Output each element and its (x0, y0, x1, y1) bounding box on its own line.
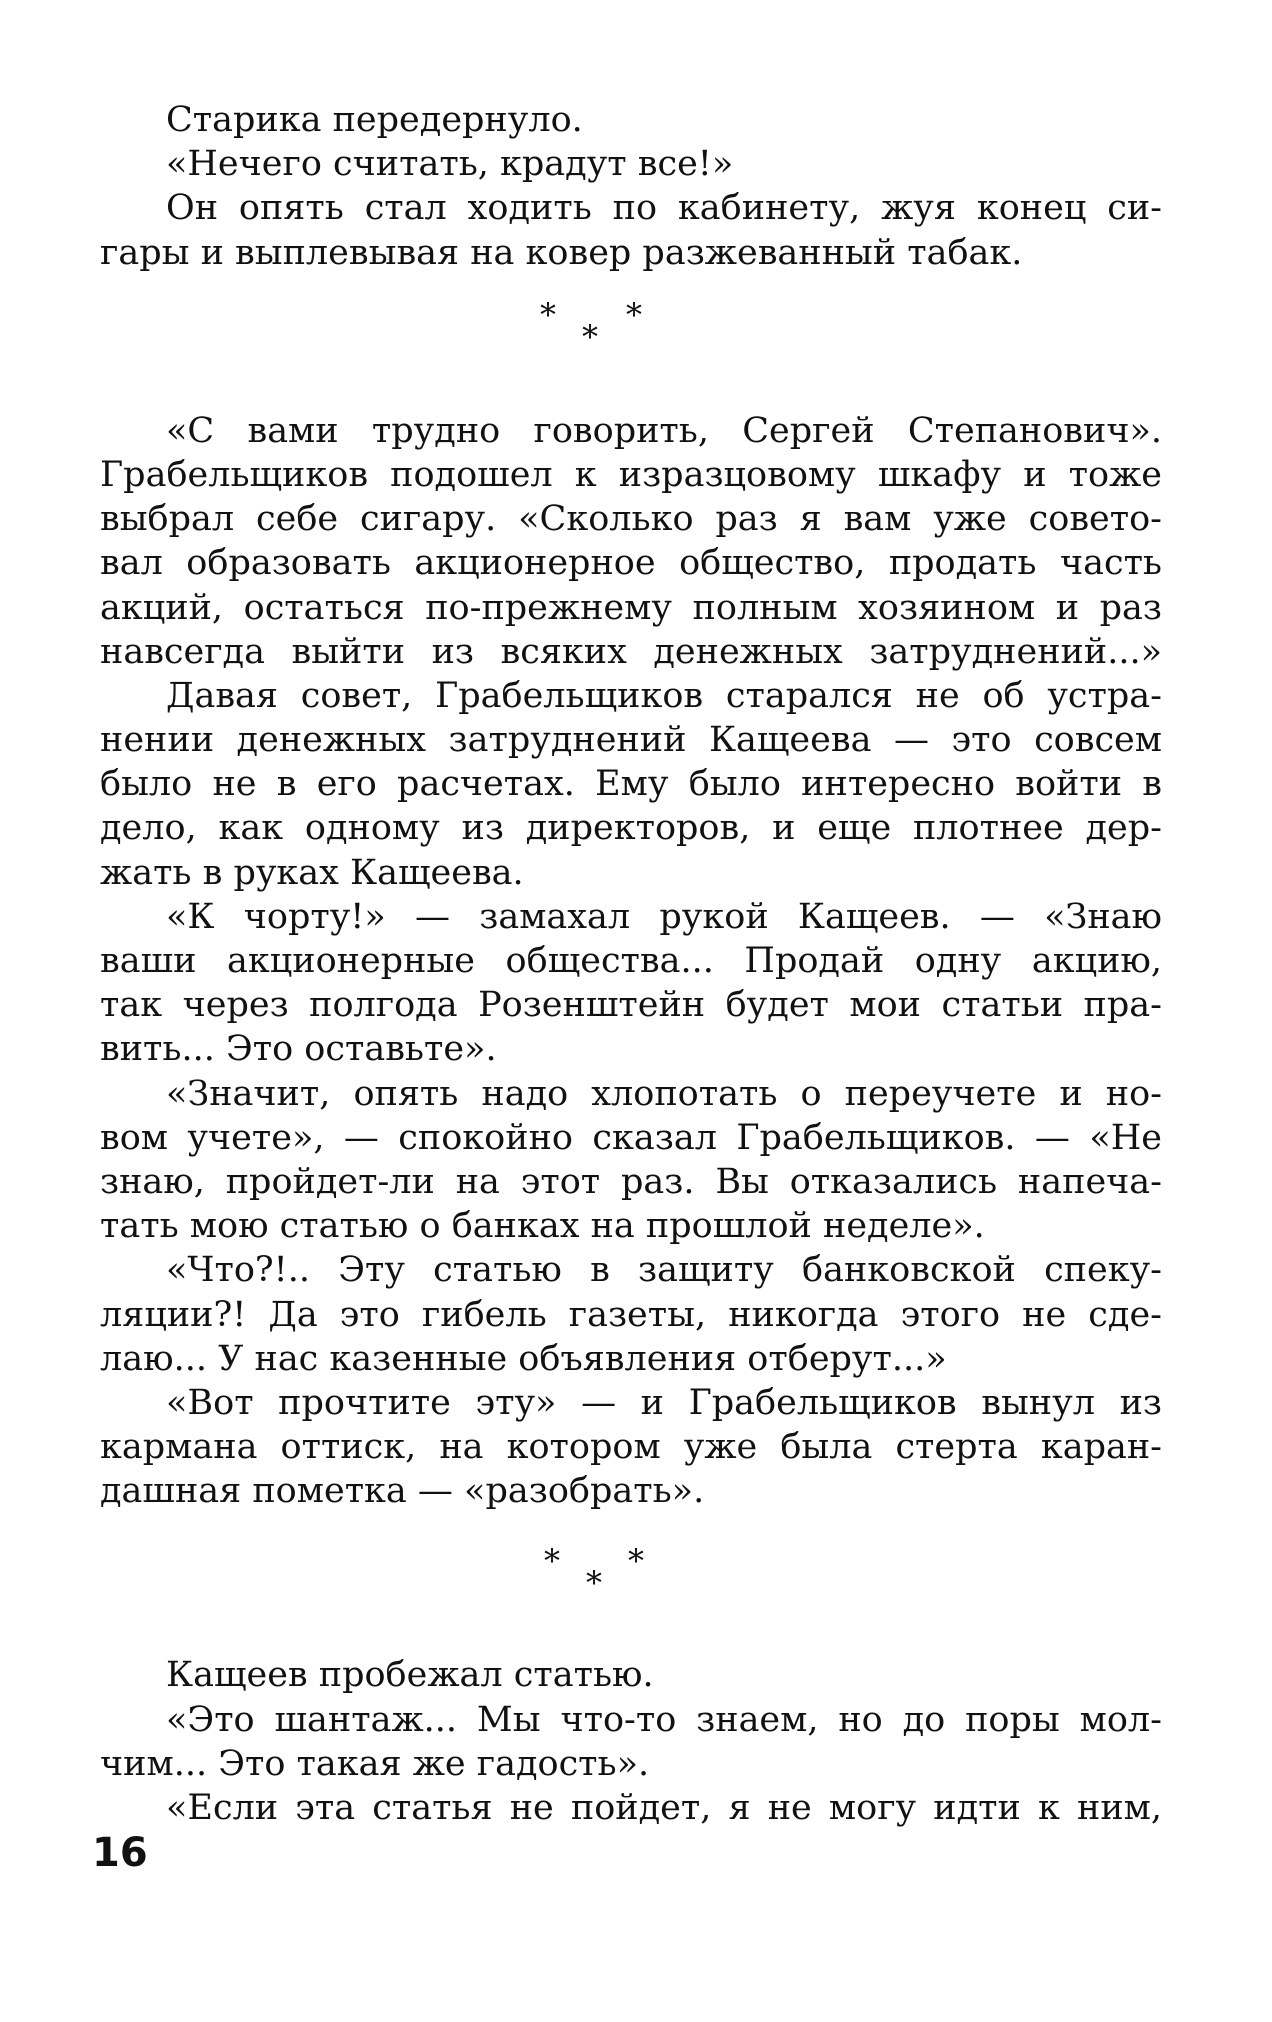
text-line: «Вот прочтите эту» — и Грабельщиков вынул из (166, 1382, 1162, 1423)
text-line: чим... Это такая же гадость». (100, 1743, 650, 1784)
separator-star: * (540, 295, 556, 334)
text-line: «Значит, опять надо хлопотать о переучете и но- (166, 1073, 1162, 1114)
text-line: навсегда выйти из всяких денежных затруднений...» (100, 631, 1162, 672)
text-line: знаю, пройдет-ли на этот раз. Вы отказались напеча- (100, 1161, 1162, 1202)
separator-star: * (626, 295, 642, 334)
text-line: выбрал себе сигару. «Сколько раз я вам уже совето- (100, 499, 1162, 540)
text-block-3 (100, 1653, 1162, 1830)
text-line: Старика передернуло. (166, 100, 583, 140)
text-line: акций, остаться по-прежнему полным хозяином и раз (100, 587, 1162, 628)
text-line: вал образовать акционерное общество, продать часть (100, 543, 1162, 584)
text-block-1 (100, 98, 1162, 275)
section-separator (100, 283, 1162, 409)
section-separator (100, 1525, 1162, 1653)
text-line: Кащеев пробежал статью. (166, 1655, 654, 1696)
text-line: «Нечего считать, крадут все!» (166, 144, 734, 185)
text-line: нении денежных затруднений Кащеева — это совсем (100, 720, 1162, 761)
text-block-2 (100, 409, 1162, 1514)
text-line: дело, как одному из директоров, и еще плотнее дер- (100, 808, 1162, 849)
text-line: вом учете», — спокойно сказал Грабельщиков. — «Не (100, 1117, 1162, 1158)
text-line: так через полгода Розенштейн будет мои статьи пра- (100, 985, 1162, 1026)
page-body (100, 98, 1162, 1830)
text-line: жать в руках Кащеева. (100, 852, 524, 893)
text-line: ляции?! Да это гибель газеты, никогда этого не сде- (100, 1294, 1162, 1335)
text-line: вить... Это оставьте». (100, 1029, 497, 1070)
text-line: Грабельщиков подошел к изразцовому шкафу и тоже (100, 454, 1162, 495)
text-line: дашная пометка — «разобрать». (100, 1471, 705, 1512)
text-line: ваши акционерные общества... Продай одну акцию, (100, 941, 1162, 981)
page-number: 16 (92, 1830, 148, 1876)
text-line: было не в его расчетах. Ему было интересно войти в (100, 764, 1162, 805)
text-line: тать мою статью о банках на прошлой неделе». (100, 1206, 985, 1247)
text-line: «С вами трудно говорить, Сергей Степанович». (166, 410, 1162, 451)
text-line: «Это шантаж... Мы что-то знаем, но до поры мол- (166, 1699, 1162, 1740)
separator-star: * (544, 1542, 560, 1581)
text-line: лаю... У нас казенные объявления отберут...» (100, 1338, 947, 1379)
text-line: «К чорту!» — замахал рукой Кащеев. — «Знаю (166, 896, 1162, 937)
separator-star: * (586, 1564, 602, 1603)
text-line: Давая совет, Грабельщиков старался не об устра- (166, 675, 1162, 716)
text-line: «Что?!.. Эту статью в защиту банковской спеку- (166, 1250, 1162, 1291)
text-line: гары и выплевывая на ковер разжеванный табак. (100, 232, 1023, 273)
text-line: «Если эта статья не пойдет, я не могу идти к ним, (166, 1788, 1162, 1828)
text-line: кармана оттиск, на котором уже была стерта каран- (100, 1427, 1162, 1468)
separator-star: * (628, 1542, 644, 1581)
text-line: Он опять стал ходить по кабинету, жуя конец си- (166, 188, 1162, 229)
separator-star: * (582, 317, 598, 356)
